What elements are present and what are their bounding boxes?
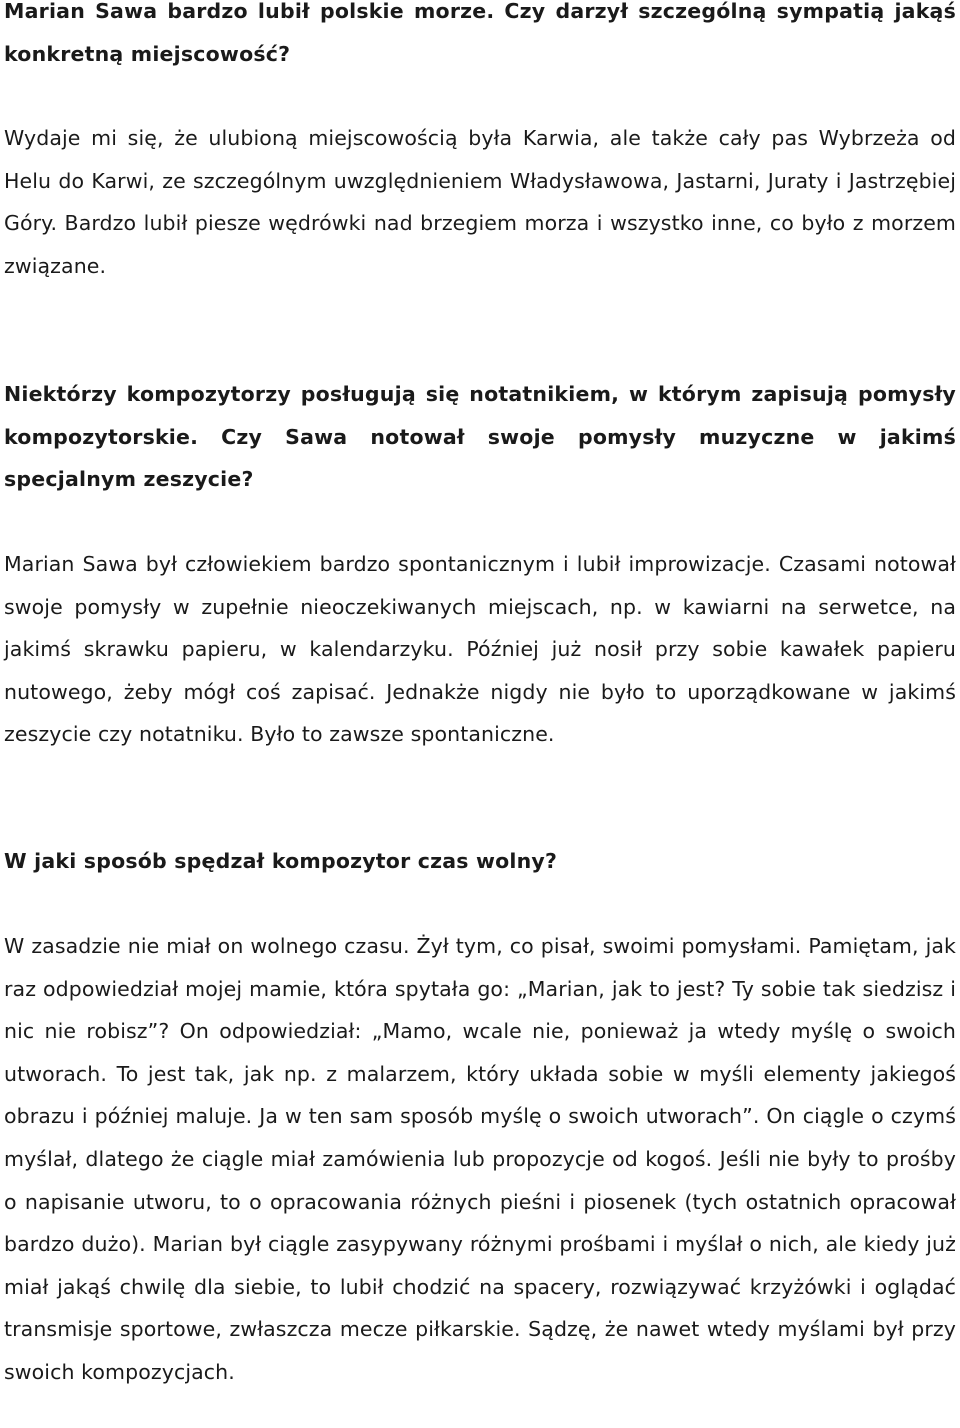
interview-answer-1: Wydaje mi się, że ulubioną miejscowością była Karwia, ale także cały pas Wybrzeża od Helu do Karwi, ze szczególnym uwzględnieniem Władysławowa, Jastarni, Juraty i Jastrzębiej Góry. Bardzo lubił piesze wędrówki nad brzegiem morza i wszystko inne, co było z morzem związane. (4, 126, 956, 278)
interview-question-3: W jaki sposób spędzał kompozytor czas wolny? (4, 849, 558, 873)
interview-question-1: Marian Sawa bardzo lubił polskie morze. Czy darzył szczególną sympatią jakąś konkretną miejscowość? (4, 0, 956, 66)
interview-answer-3: W zasadzie nie miał on wolnego czasu. Żył tym, co pisał, swoimi pomysłami. Pamiętam, jak raz odpowiedział mojej mamie, która spytała go: „Marian, jak to jest? Ty sobie tak siedzisz i nic nie robisz”? On odpowiedział: „Mamo, wcale nie, ponieważ ja wtedy myślę o swoich utworach. To jest tak, jak np. z malarzem, który układa sobie w myśli elementy jakiegoś obrazu i później maluje. Ja w ten sam sposób myślę o swoich utworach”. On ciągle o czymś myślał, dlatego że ciągle miał zamówienia lub propozycje od kogoś. Jeśli nie były to prośby o napisanie utworu, to o opracowania różnych pieśni i piosenek (tych ostatnich opracował bardzo dużo). Marian był ciągle zasypywany różnymi prośbami i myślał o nich, ale kiedy już miał jakąś chwilę dla siebie, to lubił chodzić na spacery, rozwiązywać krzyżówki i oglądać transmisje sportowe, zwłaszcza mecze piłkarskie. Sądzę, że nawet wtedy myślami był przy swoich kompozycjach. (4, 934, 956, 1384)
interview-question-2: Niektórzy kompozytorzy posługują się notatnikiem, w którym zapisują pomysły kompozytorskie. Czy Sawa notował swoje pomysły muzyczne w jakimś specjalnym zeszycie? (4, 382, 956, 492)
interview-answer-2: Marian Sawa był człowiekiem bardzo spontanicznym i lubił improwizacje. Czasami notował swoje pomysły w zupełnie nieoczekiwanych miejscach, np. w kawiarni na serwetce, na jakimś skrawku papieru, w kalendarzyku. Później już nosił przy sobie kawałek papieru nutowego, żeby mógł coś zapisać. Jednakże nigdy nie było to uporządkowane w jakimś zeszycie czy notatniku. Było to zawsze spontaniczne. (4, 552, 956, 747)
